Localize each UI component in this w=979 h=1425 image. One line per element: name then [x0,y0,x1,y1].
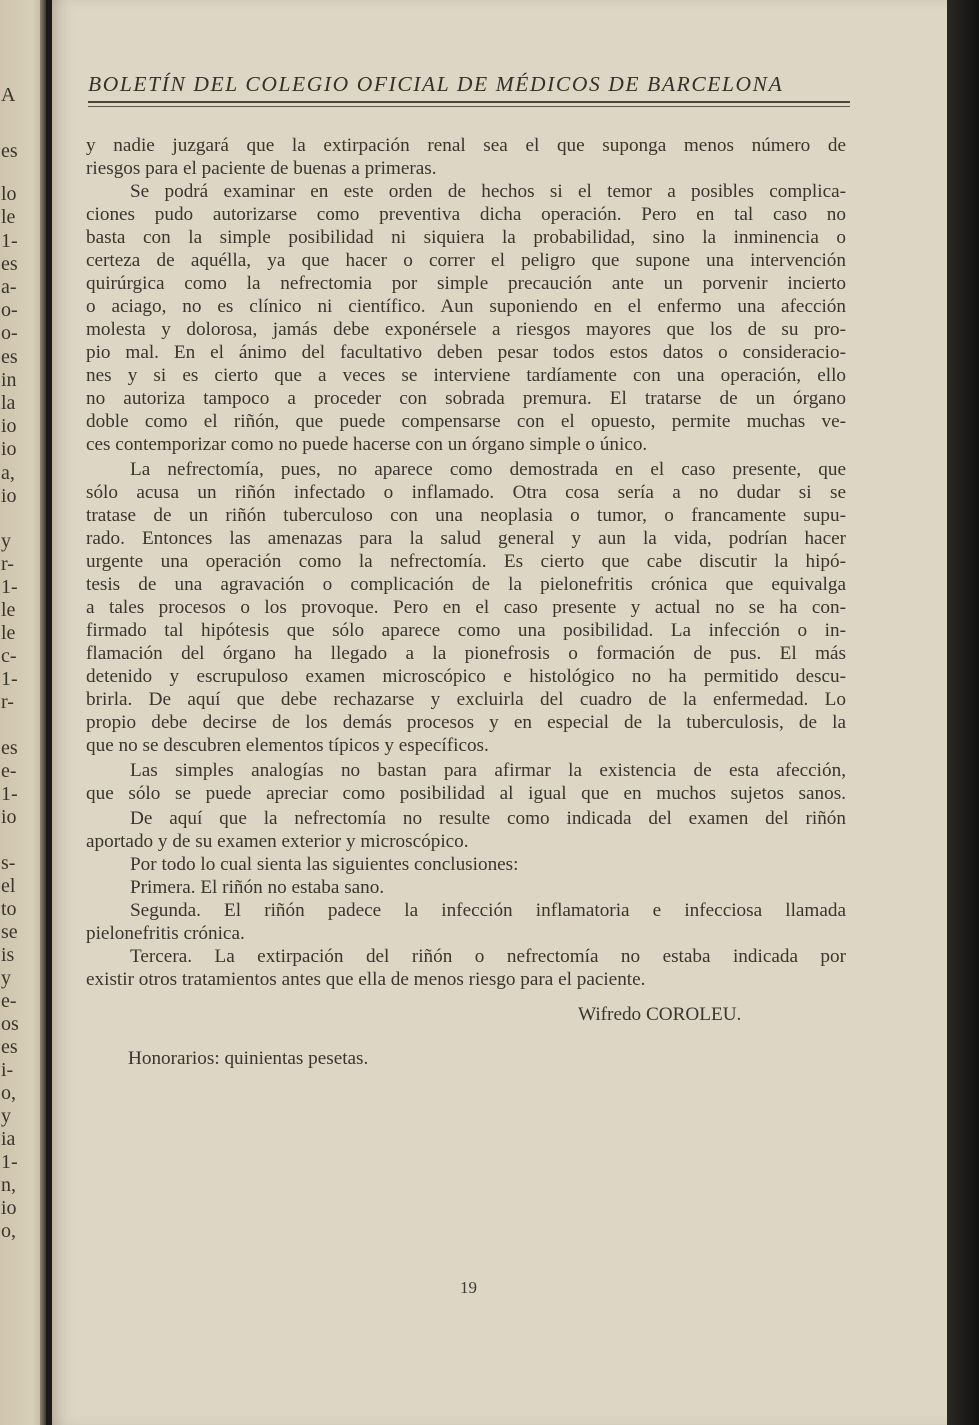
body-line: no autoriza tampoco a proceder con sobrada premura. El tratarse de un órgano [86,388,846,409]
body-line: a tales procesos o los provoque. Pero en el caso presente y actual no se ha con- [86,597,846,618]
previous-page-fragment: es [1,737,18,759]
body-line: riesgos para el paciente de buenas a primeras. [86,158,437,179]
previous-page-fragment: o, [1,1220,16,1242]
body-line: que sólo se puede apreciar como posibilidad al igual que en muchos sujetos sanos. [86,783,846,804]
previous-page-fragment: a- [1,276,17,298]
body-line: flamación del órgano ha llegado a la pionefrosis o formación de pus. El más [86,643,846,664]
body-line: basta con la simple posibilidad ni siquiera la probabilidad, sino la inminencia o [86,227,846,248]
previous-page-fragment: 1- [1,783,18,805]
body-line: doble como el riñón, que puede compensarse con el opuesto, permite muchas ve- [86,411,846,432]
previous-page-fragment: el [1,875,16,897]
fees-line: Honorarios: quinientas pesetas. [128,1048,369,1069]
previous-page-fragment: le [1,599,16,621]
previous-page-fragment: n, [1,1174,16,1196]
previous-page-edge [0,0,46,1425]
body-line: ces contemporizar como no puede hacerse con un órgano simple o único. [86,434,648,455]
previous-page-fragment: a, [1,462,15,484]
previous-page-fragment: 1- [1,668,18,690]
previous-page-fragment: 1- [1,1151,18,1173]
author-signature: Wifredo COROLEU. [578,1004,742,1025]
previous-page-fragment: io [1,485,17,507]
previous-page-fragment: to [1,898,17,920]
previous-page-fragment: c- [1,645,17,667]
body-line: o aciago, no es clínico ni científico. Aun suponiendo en el enfermo una afección [86,296,846,317]
running-header: BOLETÍN DEL COLEGIO OFICIAL DE MÉDICOS DE BARCELONA [88,72,784,96]
body-line: sólo acusa un riñón infectado o inflamado. Otra cosa sería a no dudar si se [86,482,846,503]
previous-page-fragment: r- [1,553,14,575]
body-line: Las simples analogías no bastan para afirmar la existencia de esta afección, [130,760,846,781]
previous-page-fragment: es [1,140,18,162]
previous-page-fragment: io [1,438,17,460]
previous-page-fragment: r- [1,691,14,713]
body-line: De aquí que la nefrectomía no resulte como indicada del examen del riñón [130,808,846,829]
previous-page-fragments [0,0,40,1425]
body-line: tesis de una agravación o complicación de la pielonefritis crónica que equivalga [86,574,846,595]
previous-page-fragment: y [1,967,11,989]
page-right-edge [947,0,979,1425]
previous-page-fragment: io [1,1197,17,1219]
body-line: existir otros tratamientos antes que ella de menos riesgo para el paciente. [86,969,646,990]
body-line: ciones pudo autorizarse como preventiva dicha operación. Pero en tal caso no [86,204,846,225]
previous-page-fragment: o, [1,1082,16,1104]
previous-page-fragment: la [1,392,16,414]
body-line: molesta y dolorosa, jamás debe exponérsele a riesgos mayores que los de su pro- [86,319,846,340]
body-line: rado. Entonces las amenazas para la salud general y aun la vida, podrían hacer [86,528,846,549]
body-line: aportado y de su examen exterior y microscópico. [86,831,469,852]
previous-page-fragment: se [1,921,18,943]
previous-page-fragment: o- [1,299,18,321]
previous-page-fragment: es [1,346,18,368]
body-line: propio debe decirse de los demás procesos y en especial de la tuberculosis, de la [86,712,846,733]
previous-page-fragment: es [1,253,18,275]
previous-page-fragment: A [1,84,16,106]
previous-page-fragment: e- [1,990,17,1012]
previous-page-fragment: is [1,944,15,966]
body-line: La nefrectomía, pues, no aparece como demostrada en el caso presente, que [130,459,846,480]
previous-page-fragment: io [1,415,17,437]
header-rule-thick [88,101,850,103]
body-line: Primera. El riñón no estaba sano. [130,877,385,898]
body-line: que no se descubren elementos típicos y específicos. [86,735,489,756]
body-line: y nadie juzgará que la extirpación renal sea el que suponga menos número de [86,135,846,156]
body-line: Segunda. El riñón padece la infección inflamatoria e infecciosa llamada [130,900,846,921]
previous-page-fragment: es [1,1036,18,1058]
previous-page-fragment: le [1,622,16,644]
body-line: Tercera. La extirpación del riñón o nefrectomía no estaba indicada por [130,946,846,967]
previous-page-fragment: 1- [1,230,18,252]
body-line: firmado tal hipótesis que sólo aparece como una posibilidad. La infección o in- [86,620,846,641]
body-line: nes y si es cierto que a veces se interviene tardíamente con una operación, ello [86,365,846,386]
book-gutter [40,0,46,1425]
body-line: quirúrgica como la nefrectomia por simple precaución ante un porvenir incierto [86,273,846,294]
body-line: pio mal. En el ánimo del facultativo deben pesar todos estos datos o consideracio- [86,342,846,363]
body-line: detenido y escrupuloso examen microscópico e histológico no ha permitido descu- [86,666,846,687]
body-line: certeza de aquélla, ya que hacer o correr el peligro que supone una intervención [86,250,846,271]
previous-page-fragment: os [1,1013,19,1035]
body-line: Se podrá examinar en este orden de hechos si el temor a posibles complica- [130,181,846,202]
body-line: brirla. De aquí que debe rechazarse y excluirla del cuadro de la enfermedad. Lo [86,689,846,710]
body-line: urgente una operación como la nefrectomía. Es cierto que cabe discutir la hipó- [86,551,846,572]
header-rule-thin [88,106,850,107]
body-line: tratase de un riñón tuberculoso con una neoplasia o tumor, o francamente supu- [86,505,846,526]
body-line: pielonefritis crónica. [86,923,245,944]
previous-page-fragment: i- [1,1059,14,1081]
previous-page-fragment: ia [1,1128,16,1150]
previous-page-fragment: le [1,206,16,228]
previous-page-fragment: 1- [1,576,18,598]
previous-page-fragment: o- [1,322,18,344]
previous-page-fragment: lo [1,183,17,205]
previous-page-fragment: s- [1,852,16,874]
previous-page-fragment: io [1,806,17,828]
previous-page-fragment: y [1,530,11,552]
previous-page-fragment: e- [1,760,17,782]
previous-page-fragment: in [1,369,17,391]
page-number: 19 [460,1278,477,1297]
previous-page-fragment: y [1,1105,11,1127]
body-line: Por todo lo cual sienta las siguientes conclusiones: [130,854,519,875]
